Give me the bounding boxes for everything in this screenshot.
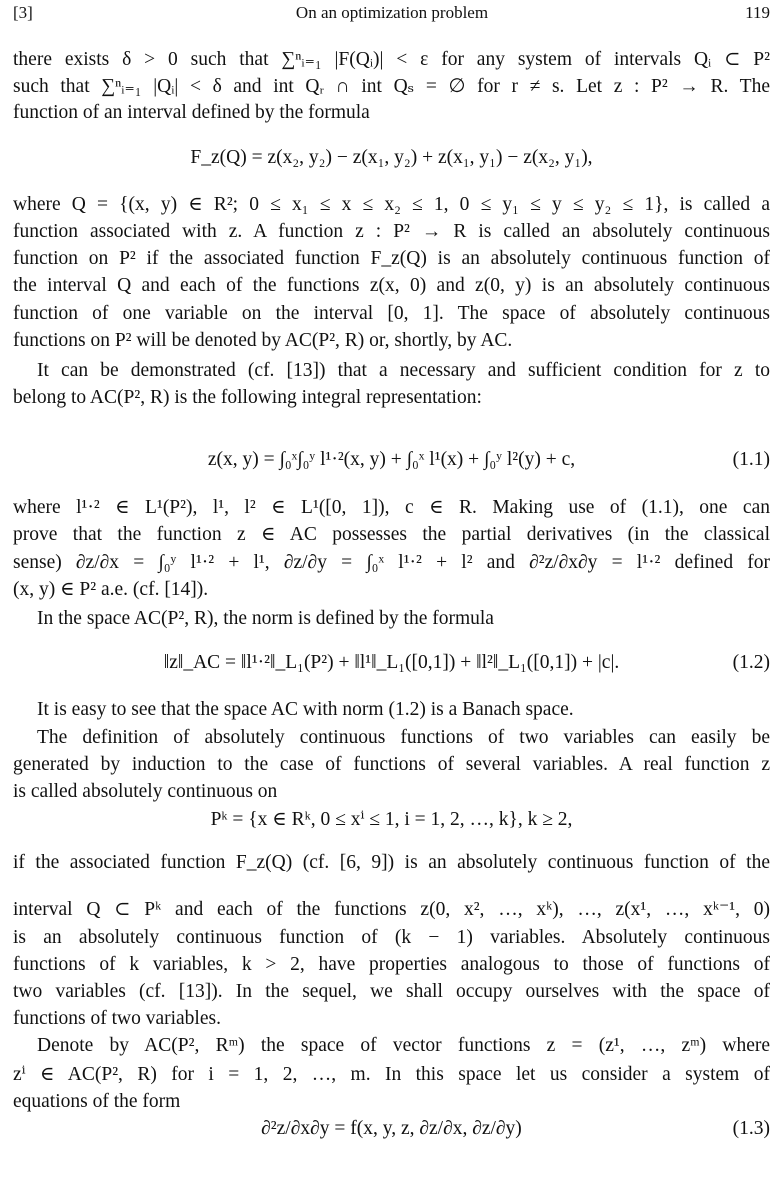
equation-number: (1.1) (732, 449, 770, 470)
text-line: function of one variable on the interval [0, 1]. The space of absolutely continuous (13, 303, 770, 324)
text-line: functions of two variables. (13, 1008, 221, 1029)
text-line: Denote by AC(P², Rᵐ) the space of vector functions z = (z¹, …, zᵐ) where (37, 1035, 770, 1056)
text-line: The definition of absolutely continuous functions of two variables can easily be (37, 727, 770, 748)
text-line: there exists δ > 0 such that ∑ⁿᵢ₌₁ |F(Qᵢ)| < ε for any system of intervals Qᵢ ⊂ P² (13, 49, 770, 70)
text-line: sense) ∂z/∂x = ∫₀ʸ l¹·² + l¹, ∂z/∂y = ∫₀ˣ l¹·² + l² and ∂²z/∂x∂y = l¹·² defined for (13, 552, 770, 573)
text-line: zⁱ ∈ AC(P², R) for i = 1, 2, …, m. In this space let us consider a system of (13, 1064, 770, 1085)
text-line: functions of k variables, k > 2, have properties analogous to those of functions of (13, 954, 770, 975)
page-number: 119 (745, 3, 770, 22)
text-line: In the space AC(P², R), the norm is defined by the formula (37, 608, 494, 629)
text-line: It is easy to see that the space AC with norm (1.2) is a Banach space. (37, 699, 574, 720)
display-equation: ∂²z/∂x∂y = f(x, y, z, ∂z/∂x, ∂z/∂y) (261, 1118, 522, 1139)
text-line: the interval Q and each of the functions z(x, 0) and z(0, y) is an absolutely continuous (13, 275, 770, 296)
text-line: interval Q ⊂ Pᵏ and each of the functions z(0, x², …, xᵏ), …, z(x¹, …, xᵏ⁻¹, 0) (13, 899, 770, 920)
section-number: [3] (13, 3, 33, 22)
equation-number: (1.2) (732, 652, 770, 673)
text-line: generated by induction to the case of functions of several variables. A real function z (13, 754, 770, 775)
text-line: where l¹·² ∈ L¹(P²), l¹, l² ∈ L¹([0, 1]), c ∈ R. Making use of (1.1), one can (13, 497, 770, 518)
text-line: such that ∑ⁿᵢ₌₁ |Qᵢ| < δ and int Qᵣ ∩ int Qₛ = ∅ for r ≠ s. Let z : P² → R. The (13, 76, 770, 97)
display-equation: ‖z‖_AC = ‖l¹·²‖_L₁(P²) + ‖l¹‖_L₁([0,1]) + ‖l²‖_L₁([0,1]) + |c|. (163, 652, 620, 673)
equation-number: (1.3) (732, 1118, 770, 1139)
text-line: function associated with z. A function z : P² → R is called an absolutely continuous (13, 221, 770, 242)
text-line: belong to AC(P², R) is the following integral representation: (13, 387, 482, 408)
text-line: (x, y) ∈ P² a.e. (cf. [14]). (13, 579, 209, 600)
text-line: It can be demonstrated (cf. [13]) that a necessary and sufficient condition for z to (37, 360, 770, 381)
text-line: if the associated function F_z(Q) (cf. [6, 9]) is an absolutely continuous function of the (13, 852, 770, 873)
text-line: prove that the function z ∈ AC possesses the partial derivatives (in the classical (13, 524, 770, 545)
text-line: equations of the form (13, 1091, 181, 1112)
display-equation: Pᵏ = {x ∈ Rᵏ, 0 ≤ xⁱ ≤ 1, i = 1, 2, …, k}, k ≥ 2, (210, 809, 573, 830)
display-equation: F_z(Q) = z(x₂, y₂) − z(x₁, y₂) + z(x₁, y₁) − z(x₂, y₁), (190, 147, 593, 168)
text-line: is called absolutely continuous on (13, 781, 278, 802)
text-line: functions on P² will be denoted by AC(P², R) or, shortly, by AC. (13, 330, 513, 351)
display-equation: z(x, y) = ∫₀ˣ∫₀ʸ l¹·²(x, y) + ∫₀ˣ l¹(x) + ∫₀ʸ l²(y) + c, (207, 449, 576, 470)
text-line: is an absolutely continuous function of (k − 1) variables. Absolutely continuous (13, 927, 770, 948)
text-line: function on P² if the associated function F_z(Q) is an absolutely continuous function of (13, 248, 770, 269)
running-title: On an optimization problem (295, 3, 489, 22)
text-line: where Q = {(x, y) ∈ R²; 0 ≤ x₁ ≤ x ≤ x₂ ≤ 1, 0 ≤ y₁ ≤ y ≤ y₂ ≤ 1}, is called a (13, 194, 770, 215)
text-line: two variables (cf. [13]). In the sequel, we shall occupy ourselves with the space of (13, 981, 770, 1002)
text-line: function of an interval defined by the formula (13, 102, 370, 123)
